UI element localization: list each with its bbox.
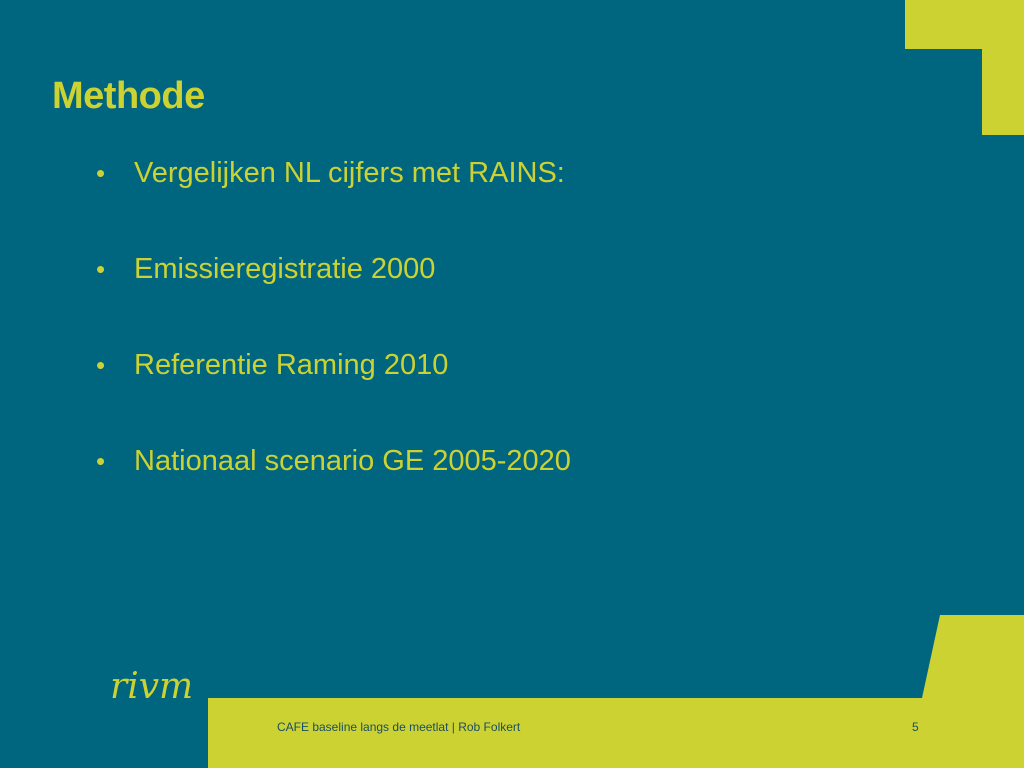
logo-text: rivm — [110, 666, 194, 707]
footer-band-shape — [208, 615, 1024, 768]
bullet-item — [96, 342, 856, 438]
bullet-item — [96, 246, 856, 342]
bullet-item — [96, 150, 856, 246]
footer-caption: CAFE baseline langs de meetlat | Rob Folkert — [277, 720, 521, 734]
rivm-logo — [108, 664, 220, 708]
corner-block-top-right — [905, 0, 1024, 135]
slide-title: Methode — [52, 75, 205, 117]
bullet-marker: • — [96, 350, 106, 380]
bullet-text: Emissieregistratie 2000 — [134, 253, 436, 285]
bullet-marker: • — [96, 158, 106, 188]
bullet-marker: • — [96, 446, 106, 476]
bullet-list — [96, 150, 856, 534]
bullet-text: Vergelijken NL cijfers met RAINS: — [134, 157, 565, 189]
bullet-item — [96, 438, 856, 534]
bullet-text: Referentie Raming 2010 — [134, 349, 449, 381]
bullet-marker: • — [96, 254, 106, 284]
bullet-text: Nationaal scenario GE 2005-2020 — [134, 445, 571, 477]
page-number: 5 — [912, 720, 919, 734]
